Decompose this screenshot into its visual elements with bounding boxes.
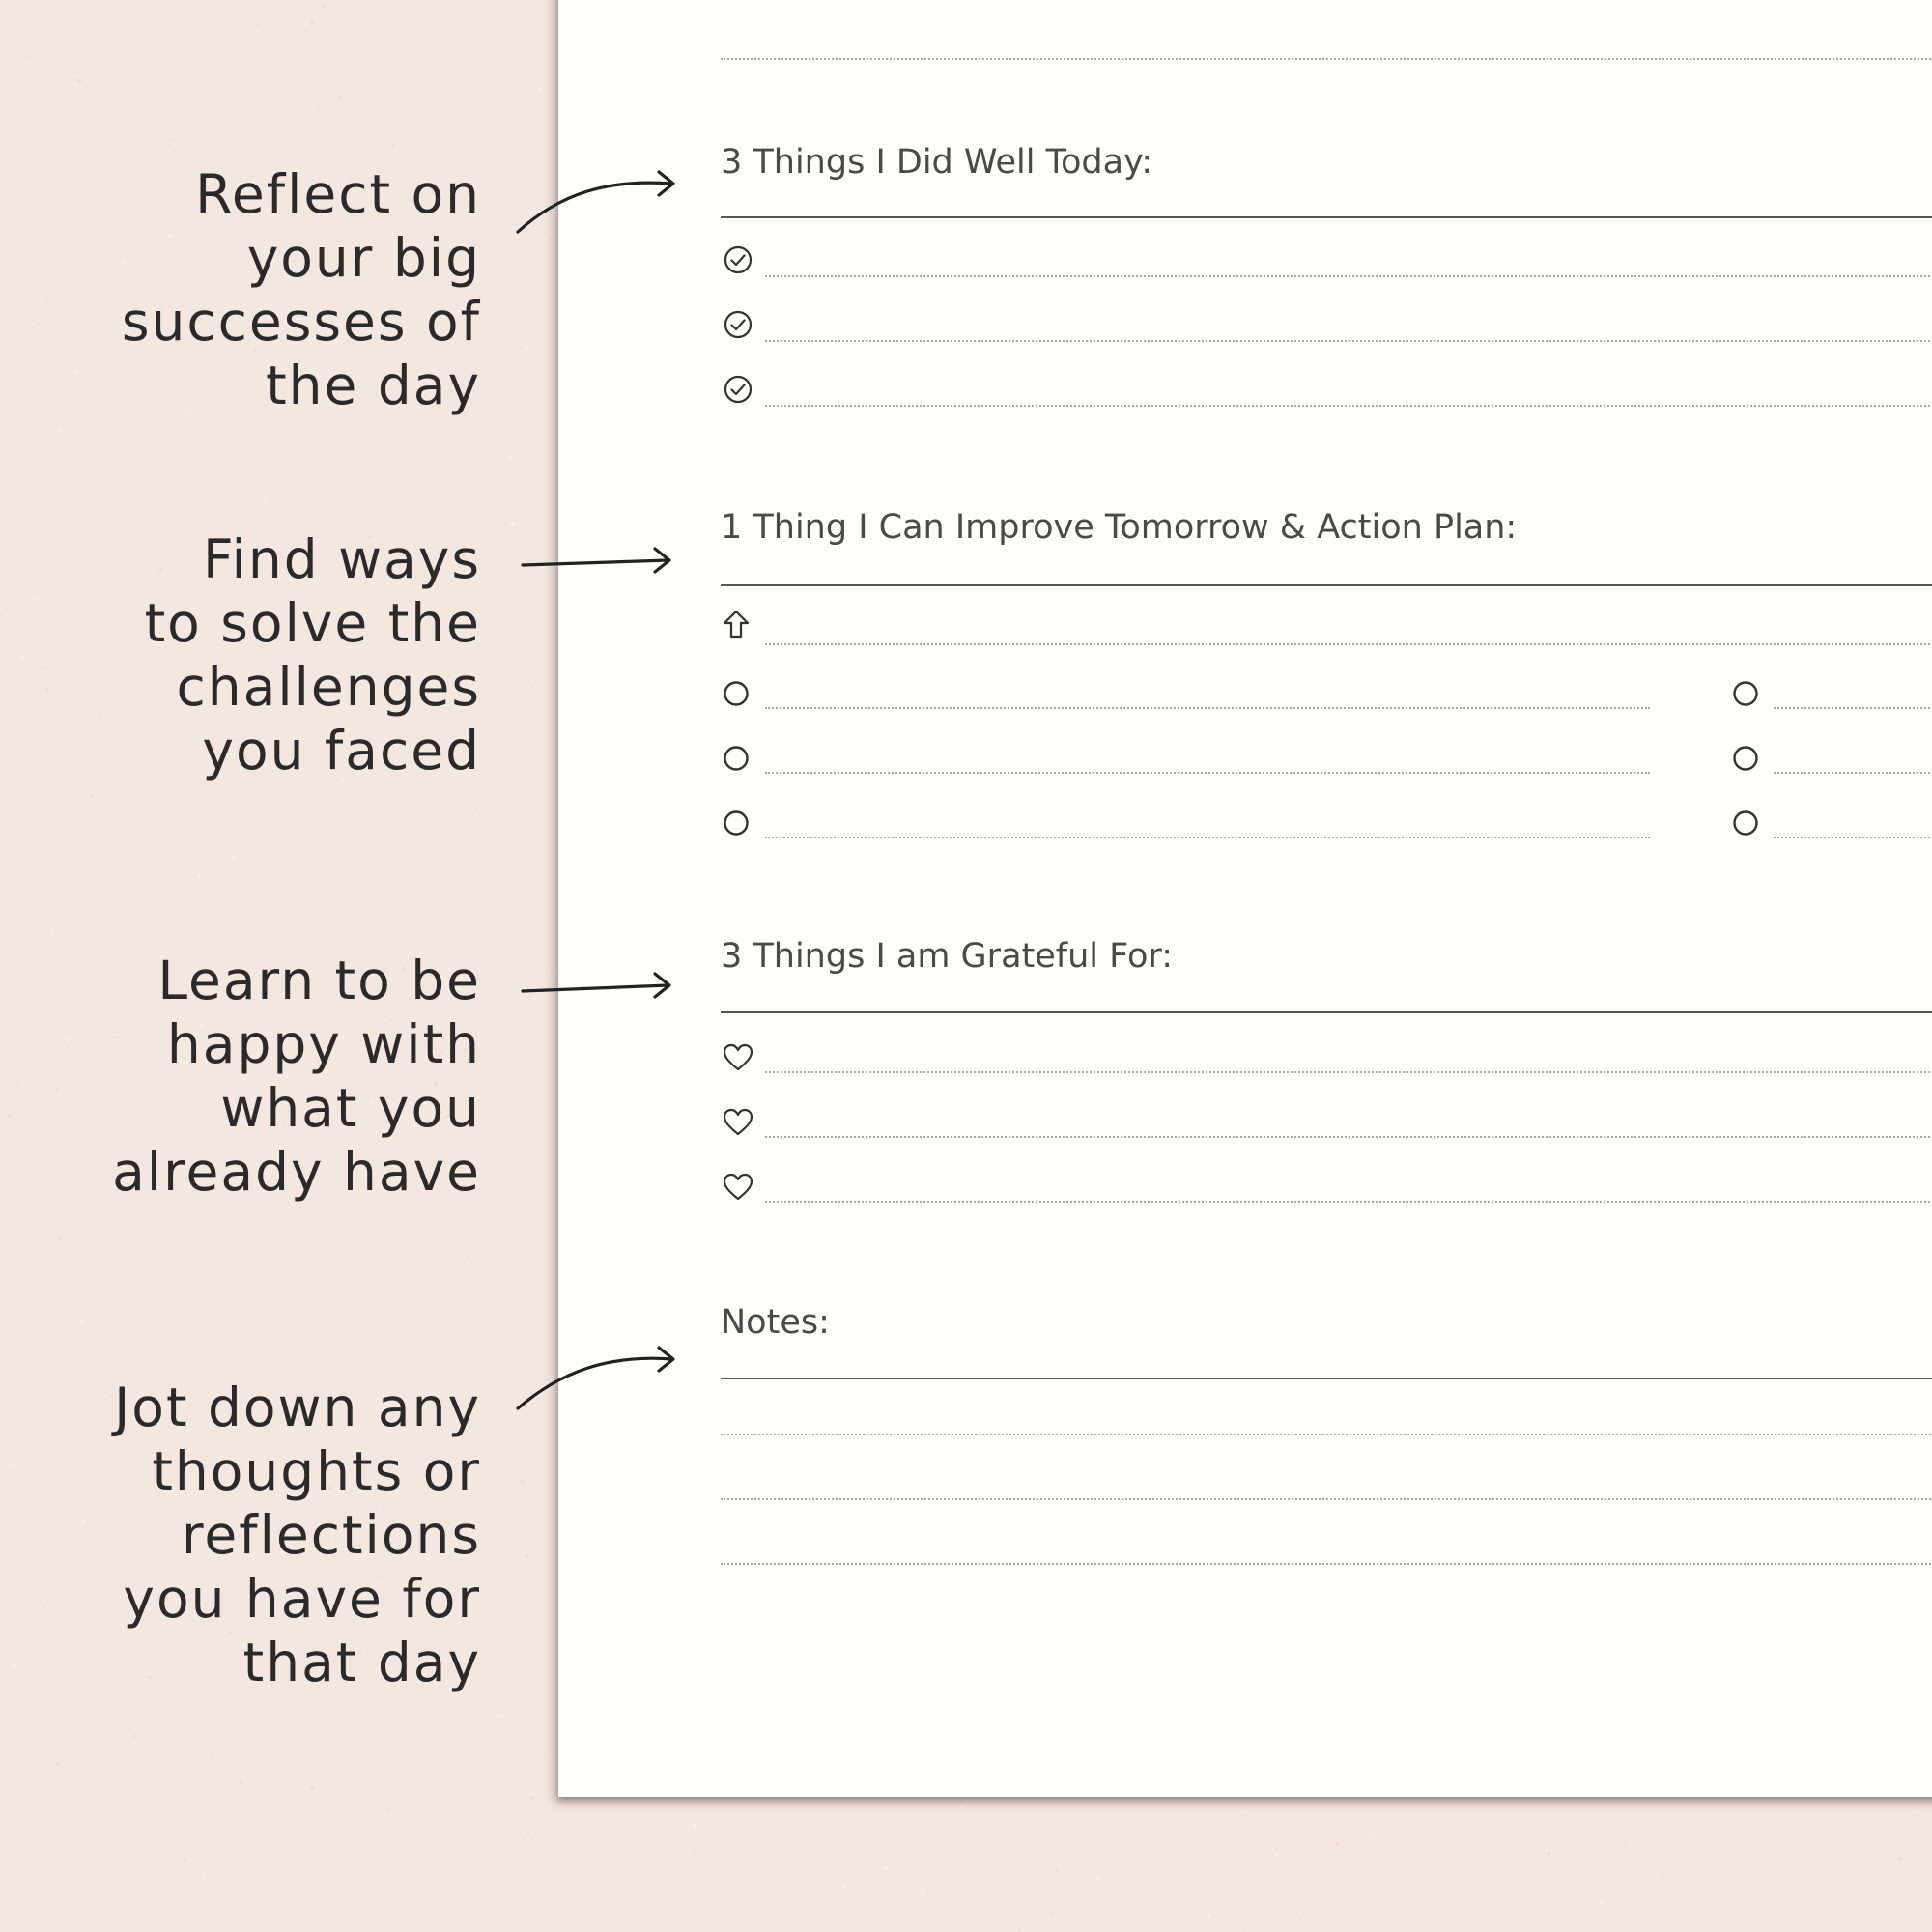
annotation-find-ways [75, 527, 481, 782]
texture-speck [311, 1786, 315, 1790]
texture-speck [1372, 1833, 1375, 1836]
texture-speck [397, 1368, 399, 1370]
texture-speck [1548, 1852, 1551, 1856]
texture-speck [59, 429, 63, 433]
texture-speck [460, 1707, 463, 1710]
texture-speck [960, 1806, 963, 1809]
texture-speck [261, 848, 263, 850]
check-circle-icon [723, 374, 753, 405]
texture-speck [361, 1802, 364, 1804]
texture-speck [1787, 1878, 1789, 1880]
texture-speck [1019, 1821, 1020, 1822]
dotted-line [765, 275, 1932, 277]
dotted-line [1774, 772, 1932, 774]
texture-speck [65, 1037, 68, 1040]
texture-speck [507, 1373, 508, 1374]
annotation-line: Learn to be [157, 950, 481, 1011]
texture-speck [56, 1762, 60, 1766]
texture-speck [9, 973, 11, 975]
texture-speck [525, 347, 528, 351]
texture-speck [34, 140, 35, 141]
texture-speck [1096, 1876, 1100, 1880]
texture-speck [1158, 1817, 1160, 1819]
texture-speck [25, 473, 27, 475]
texture-speck [320, 838, 322, 839]
texture-speck [329, 1712, 331, 1714]
texture-speck [43, 1605, 45, 1606]
texture-speck [13, 1156, 15, 1159]
texture-speck [0, 607, 3, 610]
texture-speck [1036, 1879, 1037, 1880]
texture-speck [326, 71, 327, 72]
texture-speck [533, 1130, 535, 1132]
texture-speck [504, 524, 506, 526]
section-rule [721, 1378, 1932, 1379]
texture-speck [1242, 1814, 1243, 1815]
texture-speck [46, 664, 49, 667]
section-title-did-well: 3 Things I Did Well Today: [721, 143, 1153, 182]
annotation-reflect [75, 162, 481, 417]
texture-speck [521, 1480, 525, 1484]
texture-speck [478, 932, 479, 933]
texture-speck [91, 795, 94, 798]
texture-speck [257, 23, 260, 26]
texture-speck [14, 1081, 16, 1083]
dotted-line [721, 1434, 1932, 1435]
texture-speck [55, 1088, 58, 1091]
texture-speck [37, 656, 39, 658]
texture-speck [264, 497, 267, 500]
texture-speck [1291, 1820, 1293, 1822]
texture-speck [1276, 1853, 1279, 1856]
texture-speck [1417, 1800, 1418, 1801]
annotation-line: Find ways [202, 528, 481, 590]
annotation-learn [75, 949, 481, 1204]
texture-speck [365, 1253, 367, 1255]
texture-speck [363, 1861, 365, 1862]
texture-speck [292, 64, 295, 67]
texture-speck [38, 323, 40, 325]
texture-speck [1335, 1843, 1339, 1847]
heart-icon [723, 1107, 753, 1138]
check-circle-icon [723, 244, 753, 275]
texture-speck [884, 1866, 888, 1870]
texture-speck [210, 1757, 212, 1759]
texture-speck [319, 104, 322, 107]
section-title-notes: Notes: [721, 1303, 830, 1342]
texture-speck [287, 1696, 289, 1698]
annotation-line: you faced [202, 720, 481, 781]
texture-speck [1662, 1874, 1664, 1876]
dotted-line [765, 707, 1650, 709]
texture-speck [71, 1088, 73, 1090]
texture-speck [1018, 1929, 1020, 1931]
annotation-line: the day [266, 355, 481, 416]
annotation-line: reflections [182, 1504, 481, 1566]
texture-speck [10, 839, 13, 842]
annotation-jot-down [75, 1376, 481, 1694]
annotation-line: successes of [121, 291, 481, 353]
texture-speck [112, 87, 115, 90]
texture-speck [531, 1796, 534, 1799]
texture-speck [468, 1257, 469, 1259]
texture-speck [25, 1705, 28, 1708]
annotation-line: Jot down any [114, 1377, 481, 1438]
texture-speck [842, 1885, 846, 1889]
texture-speck [183, 1858, 186, 1861]
section-rule [721, 584, 1932, 586]
texture-speck [498, 165, 500, 167]
annotation-line: your big [246, 227, 481, 289]
texture-speck [1713, 1831, 1715, 1833]
texture-speck [387, 1809, 390, 1812]
texture-speck [173, 142, 177, 146]
texture-speck [1056, 1869, 1059, 1872]
texture-speck [1243, 1930, 1245, 1932]
texture-speck [240, 940, 242, 943]
texture-speck [1622, 1842, 1624, 1844]
empty-circle-icon [1730, 678, 1761, 709]
annotation-line: that day [242, 1632, 481, 1693]
heart-icon [723, 1042, 753, 1073]
texture-speck [551, 971, 553, 973]
texture-speck [508, 456, 511, 459]
section-rule [721, 1011, 1932, 1013]
section-rule [721, 216, 1932, 218]
texture-speck [149, 1701, 150, 1702]
empty-circle-icon [1730, 743, 1761, 774]
texture-speck [15, 607, 17, 609]
texture-speck [1600, 1900, 1603, 1903]
texture-speck [515, 1847, 516, 1848]
dotted-line [721, 1498, 1932, 1500]
texture-speck [1887, 1899, 1889, 1901]
dotted-line [721, 58, 1932, 60]
section-title-grateful: 3 Things I am Grateful For: [721, 937, 1173, 976]
texture-speck [71, 1786, 73, 1789]
texture-speck [526, 1554, 528, 1557]
texture-speck [236, 1765, 238, 1767]
texture-speck [1052, 1911, 1055, 1914]
texture-speck [12, 1463, 15, 1467]
texture-speck [1915, 1806, 1918, 1809]
texture-speck [221, 425, 223, 427]
annotation-line: Reflect on [195, 163, 481, 225]
dotted-line [765, 772, 1650, 774]
texture-speck [97, 5, 99, 7]
texture-speck [489, 916, 490, 917]
texture-speck [1250, 1871, 1252, 1873]
texture-speck [50, 929, 53, 932]
texture-speck [108, 495, 111, 497]
texture-speck [50, 872, 52, 874]
texture-speck [526, 1837, 529, 1840]
dotted-line [765, 340, 1932, 342]
texture-speck [1897, 1857, 1901, 1861]
texture-speck [78, 79, 82, 83]
texture-speck [34, 364, 37, 367]
texture-speck [21, 1522, 23, 1524]
texture-speck [543, 1754, 545, 1756]
texture-speck [694, 1849, 696, 1851]
empty-circle-icon [721, 678, 752, 709]
texture-speck [525, 1855, 526, 1857]
texture-speck [58, 1237, 62, 1241]
journal-page [558, 0, 1932, 1797]
texture-speck [1308, 1828, 1310, 1830]
dotted-line [765, 1136, 1932, 1138]
texture-speck [355, 1269, 356, 1271]
dotted-line [765, 405, 1932, 407]
texture-speck [212, 1790, 214, 1793]
empty-circle-icon [721, 808, 752, 838]
dotted-line [765, 1201, 1932, 1203]
texture-speck [328, 1903, 330, 1905]
texture-speck [490, 191, 491, 192]
texture-speck [127, 111, 128, 113]
annotation-line: you have for [123, 1568, 481, 1630]
texture-speck [262, 431, 264, 433]
texture-speck [1132, 1892, 1134, 1894]
texture-speck [500, 1714, 503, 1717]
texture-speck [1593, 1902, 1594, 1903]
texture-speck [452, 475, 454, 477]
texture-speck [45, 688, 49, 692]
texture-speck [222, 849, 225, 852]
dotted-line [765, 643, 1932, 645]
texture-speck [694, 1823, 697, 1827]
texture-speck [568, 1929, 569, 1930]
texture-speck [240, 1781, 242, 1784]
texture-speck [346, 4, 347, 5]
texture-speck [13, 1663, 16, 1667]
texture-speck [63, 1421, 65, 1423]
heart-icon [723, 1172, 753, 1203]
dotted-line [1774, 837, 1932, 838]
texture-speck [80, 1320, 84, 1323]
texture-speck [439, 1825, 440, 1827]
texture-speck [198, 874, 201, 877]
annotation-line: challenges [176, 656, 481, 718]
dotted-line [765, 837, 1650, 838]
texture-speck [1208, 1914, 1211, 1918]
dotted-line [1774, 707, 1932, 709]
texture-speck [68, 1046, 70, 1048]
texture-speck [270, 1356, 271, 1358]
empty-circle-icon [1730, 808, 1761, 838]
annotation-line: thoughts or [152, 1440, 481, 1502]
texture-speck [232, 857, 236, 861]
texture-speck [9, 1114, 12, 1117]
section-title-improve: 1 Thing I Can Improve Tomorrow & Action Plan: [721, 508, 1518, 547]
texture-speck [511, 522, 515, 526]
texture-speck [133, 1734, 136, 1737]
annotation-line: already have [112, 1141, 481, 1203]
empty-circle-icon [721, 743, 752, 774]
texture-speck [203, 1874, 206, 1877]
texture-speck [159, 1742, 162, 1745]
texture-speck [474, 808, 476, 810]
texture-speck [322, 4, 326, 8]
texture-speck [463, 874, 464, 875]
texture-speck [539, 88, 542, 91]
texture-speck [1067, 1803, 1070, 1805]
texture-speck [21, 656, 24, 659]
texture-speck [973, 1848, 975, 1850]
dotted-line [765, 1071, 1932, 1073]
texture-speck [6, 1889, 9, 1891]
arrow-up-icon [721, 609, 752, 639]
annotation-line: happy with [166, 1013, 481, 1075]
annotation-line: to solve the [144, 592, 481, 654]
dotted-line [721, 1563, 1932, 1565]
annotation-line: what you [220, 1077, 481, 1139]
texture-speck [310, 21, 313, 24]
texture-speck [1300, 1911, 1303, 1914]
texture-speck [505, 1814, 507, 1816]
texture-speck [36, 597, 39, 600]
texture-speck [287, 1780, 288, 1781]
check-circle-icon [723, 309, 753, 340]
texture-speck [359, 1261, 361, 1263]
texture-speck [26, 56, 28, 58]
texture-speck [338, 95, 342, 99]
texture-speck [464, 1832, 466, 1833]
texture-speck [305, 30, 308, 33]
texture-speck [137, 428, 139, 430]
texture-speck [45, 297, 48, 299]
texture-speck [549, 238, 552, 241]
texture-speck [0, 940, 2, 942]
texture-speck [922, 1890, 925, 1894]
texture-speck [391, 143, 395, 147]
texture-speck [532, 680, 534, 682]
